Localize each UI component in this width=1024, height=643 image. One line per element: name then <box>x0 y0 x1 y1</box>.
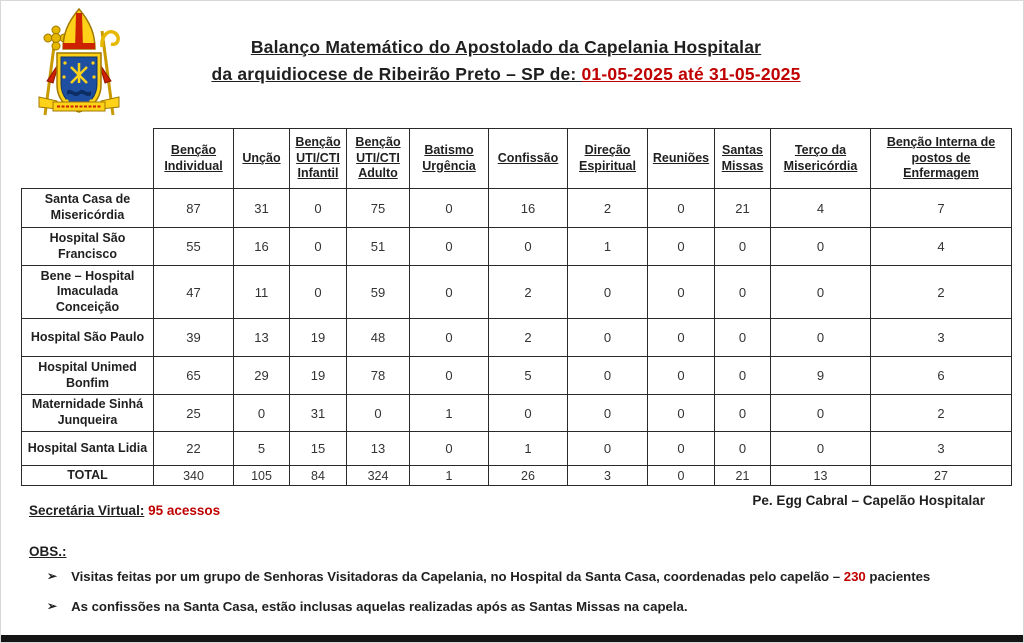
value-cell: 0 <box>489 395 568 432</box>
column-header-label: Direção Espiritual <box>579 142 636 173</box>
value-cell: 75 <box>347 189 410 228</box>
value-cell: 19 <box>290 319 347 357</box>
value-cell: 0 <box>290 228 347 266</box>
column-header <box>871 129 1012 189</box>
report-title-line2 <box>1 61 1011 88</box>
value-cell: 0 <box>648 466 715 486</box>
obs-bullet-1-highlight: 230 <box>843 569 866 584</box>
column-header-label: Benção UTI/CTI Adulto <box>355 135 401 181</box>
column-header-label: Unção <box>242 150 281 165</box>
value-cell: 65 <box>154 357 234 395</box>
column-header-label: Batismo Urgência <box>422 142 476 173</box>
obs-bullet-1 <box>47 569 930 584</box>
hospital-name: Bene – Hospital Imaculada Conceição <box>22 266 154 319</box>
table-corner-cell <box>22 129 154 189</box>
column-header <box>154 129 234 189</box>
value-cell: 9 <box>771 357 871 395</box>
column-header-label: Benção UTI/CTI Infantil <box>295 135 341 181</box>
column-header-label: Confissão <box>497 150 559 165</box>
table-body <box>22 189 1012 486</box>
value-cell: 7 <box>871 189 1012 228</box>
value-cell: 0 <box>568 266 648 319</box>
column-header <box>347 129 410 189</box>
value-cell: 0 <box>648 357 715 395</box>
value-cell: 0 <box>715 266 771 319</box>
table-row <box>22 228 1012 266</box>
column-header-label: Benção Individual <box>164 142 223 173</box>
value-cell: 2 <box>489 266 568 319</box>
virtual-secretary-label: Secretária Virtual: <box>29 503 145 518</box>
obs-bullet-1-text: Visitas feitas por um grupo de Senhoras Visitadoras da Capelania, no Hospital da Santa Casa, coordenadas pelo capelão – <box>71 569 844 584</box>
column-header <box>715 129 771 189</box>
value-cell: 2 <box>871 266 1012 319</box>
value-cell: 0 <box>568 319 648 357</box>
table-header-row <box>22 129 1012 189</box>
value-cell: 105 <box>234 466 290 486</box>
value-cell: 0 <box>771 395 871 432</box>
value-cell: 0 <box>347 395 410 432</box>
table-row <box>22 395 1012 432</box>
value-cell: 19 <box>290 357 347 395</box>
total-label: TOTAL <box>22 466 154 486</box>
value-cell: 0 <box>771 266 871 319</box>
value-cell: 0 <box>410 189 489 228</box>
value-cell: 0 <box>410 228 489 266</box>
value-cell: 1 <box>568 228 648 266</box>
value-cell: 0 <box>715 319 771 357</box>
value-cell: 39 <box>154 319 234 357</box>
column-header <box>648 129 715 189</box>
value-cell: 0 <box>648 189 715 228</box>
obs-label: OBS.: <box>29 544 67 559</box>
value-cell: 0 <box>715 395 771 432</box>
value-cell: 0 <box>489 228 568 266</box>
value-cell: 0 <box>410 319 489 357</box>
report-title-block <box>1 34 1011 88</box>
value-cell: 0 <box>568 432 648 466</box>
hospital-name: Santa Casa de Misericórdia <box>22 189 154 228</box>
column-header <box>290 129 347 189</box>
report-title-text: Balanço Matemático do Apostolado da Capelania Hospitalar <box>250 37 762 57</box>
value-cell: 0 <box>648 395 715 432</box>
value-cell: 31 <box>290 395 347 432</box>
value-cell: 0 <box>648 228 715 266</box>
value-cell: 0 <box>410 432 489 466</box>
obs-bullet-2 <box>47 599 688 614</box>
value-cell: 1 <box>410 395 489 432</box>
value-cell: 0 <box>648 432 715 466</box>
arrow-bullet-icon: ➢ <box>47 599 58 613</box>
table-row <box>22 357 1012 395</box>
value-cell: 1 <box>489 432 568 466</box>
hospital-name: Hospital Unimed Bonfim <box>22 357 154 395</box>
value-cell: 0 <box>715 228 771 266</box>
value-cell: 2 <box>871 395 1012 432</box>
value-cell: 0 <box>410 357 489 395</box>
value-cell: 13 <box>234 319 290 357</box>
value-cell: 2 <box>568 189 648 228</box>
value-cell: 0 <box>290 189 347 228</box>
table-row <box>22 432 1012 466</box>
value-cell: 13 <box>771 466 871 486</box>
virtual-secretary-line <box>29 503 220 518</box>
table-row <box>22 189 1012 228</box>
arrow-bullet-icon: ➢ <box>47 569 58 583</box>
hospital-name: Maternidade Sinhá Junqueira <box>22 395 154 432</box>
column-header <box>771 129 871 189</box>
column-header <box>410 129 489 189</box>
page-bottom-border <box>1 635 1024 643</box>
report-subtitle-text: da arquidiocese de Ribeirão Preto – SP de: <box>211 64 582 85</box>
table-total-row <box>22 466 1012 486</box>
value-cell: 16 <box>234 228 290 266</box>
value-cell: 0 <box>568 357 648 395</box>
column-header-label: Benção Interna de postos de Enfermagem <box>886 135 996 181</box>
hospital-name: Hospital Santa Lidia <box>22 432 154 466</box>
value-cell: 27 <box>871 466 1012 486</box>
value-cell: 5 <box>489 357 568 395</box>
value-cell: 4 <box>871 228 1012 266</box>
value-cell: 25 <box>154 395 234 432</box>
value-cell: 22 <box>154 432 234 466</box>
value-cell: 29 <box>234 357 290 395</box>
value-cell: 4 <box>771 189 871 228</box>
column-header-label: Reuniões <box>652 150 710 165</box>
value-cell: 31 <box>234 189 290 228</box>
value-cell: 0 <box>771 228 871 266</box>
value-cell: 0 <box>234 395 290 432</box>
value-cell: 6 <box>871 357 1012 395</box>
hospital-name: Hospital São Francisco <box>22 228 154 266</box>
value-cell: 340 <box>154 466 234 486</box>
value-cell: 59 <box>347 266 410 319</box>
table-row <box>22 266 1012 319</box>
value-cell: 26 <box>489 466 568 486</box>
value-cell: 15 <box>290 432 347 466</box>
value-cell: 0 <box>290 266 347 319</box>
value-cell: 11 <box>234 266 290 319</box>
column-header-label: Santas Missas <box>721 142 764 173</box>
value-cell: 21 <box>715 466 771 486</box>
column-header <box>568 129 648 189</box>
value-cell: 0 <box>771 319 871 357</box>
report-table <box>21 128 1012 486</box>
value-cell: 51 <box>347 228 410 266</box>
table-row <box>22 319 1012 357</box>
value-cell: 13 <box>347 432 410 466</box>
value-cell: 0 <box>648 319 715 357</box>
value-cell: 2 <box>489 319 568 357</box>
column-header-label: Terço da Misericórdia <box>783 142 858 173</box>
value-cell: 324 <box>347 466 410 486</box>
column-header <box>489 129 568 189</box>
value-cell: 16 <box>489 189 568 228</box>
value-cell: 0 <box>410 266 489 319</box>
value-cell: 3 <box>568 466 648 486</box>
obs-bullet-2-text: As confissões na Santa Casa, estão inclusas aquelas realizadas após as Santas Missas na capela. <box>71 599 688 614</box>
value-cell: 1 <box>410 466 489 486</box>
value-cell: 55 <box>154 228 234 266</box>
value-cell: 47 <box>154 266 234 319</box>
value-cell: 0 <box>715 357 771 395</box>
value-cell: 3 <box>871 319 1012 357</box>
value-cell: 21 <box>715 189 771 228</box>
value-cell: 48 <box>347 319 410 357</box>
value-cell: 0 <box>648 266 715 319</box>
value-cell: 0 <box>568 395 648 432</box>
virtual-secretary-value: 95 acessos <box>148 503 221 518</box>
chaplain-signature: Pe. Egg Cabral – Capelão Hospitalar <box>752 493 985 508</box>
obs-bullet-1-text-after: pacientes <box>865 569 931 584</box>
value-cell: 3 <box>871 432 1012 466</box>
report-title-line1 <box>1 34 1011 61</box>
hospital-name: Hospital São Paulo <box>22 319 154 357</box>
value-cell: 84 <box>290 466 347 486</box>
report-date-range: 01-05-2025 até 31-05-2025 <box>581 64 801 85</box>
value-cell: 78 <box>347 357 410 395</box>
value-cell: 87 <box>154 189 234 228</box>
value-cell: 5 <box>234 432 290 466</box>
value-cell: 0 <box>715 432 771 466</box>
column-header <box>234 129 290 189</box>
value-cell: 0 <box>771 432 871 466</box>
